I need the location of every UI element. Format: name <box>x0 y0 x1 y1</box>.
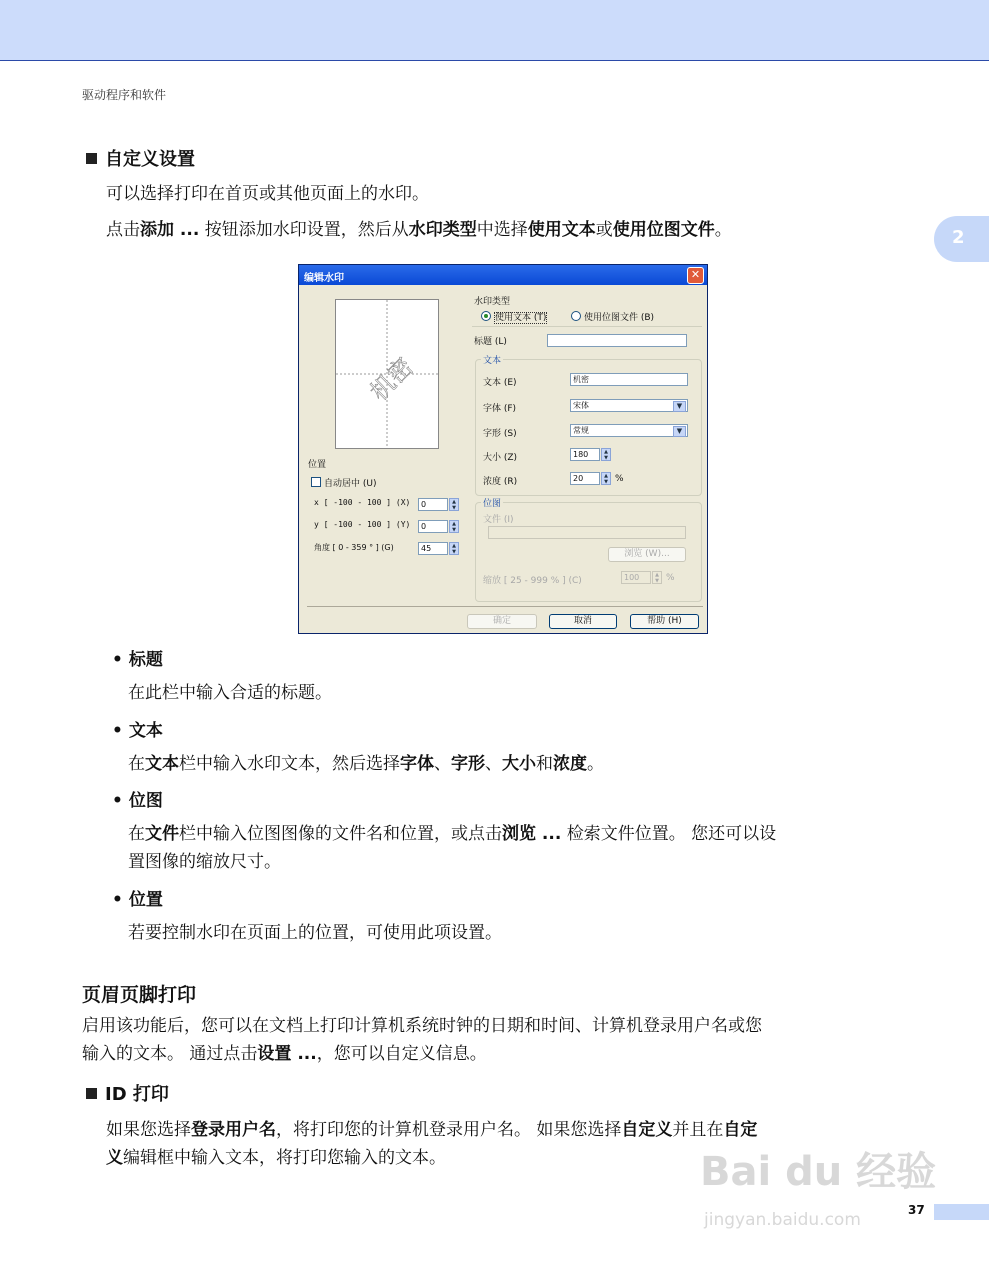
square-bullet-icon <box>86 1088 97 1099</box>
ok-button[interactable]: 确定 <box>467 614 537 629</box>
bullet-text-body: 在文本栏中输入水印文本，然后选择字体、字形、大小和浓度。 <box>128 754 604 774</box>
style-select[interactable]: 常规 ▼ <box>570 424 688 437</box>
angle-spinner-icon[interactable]: ▲ ▼ <box>449 542 459 555</box>
bullet-bitmap-head: • 位图 <box>112 791 163 811</box>
section-custom-title: 自定义设置 <box>86 145 195 171</box>
dialog-titlebar <box>299 265 707 285</box>
help-button[interactable]: 帮助 (H) <box>630 614 699 629</box>
bullet-text-head: • 文本 <box>112 721 163 741</box>
close-icon[interactable]: ✕ <box>687 267 704 284</box>
angle-label: 角度 [ 0 - 359 ° ] (G) <box>314 543 394 552</box>
chevron-down-icon: ▼ <box>673 426 686 437</box>
id-print-body: 如果您选择登录用户名，将打印您的计算机登录用户名。 如果您选择自定义并且在自定 义编辑框中输入文本，将打印您输入的文本。 <box>106 1120 758 1168</box>
chapter-number: 2 <box>952 227 965 248</box>
dialog-title: 编辑水印 <box>304 273 344 284</box>
font-select[interactable]: 宋体 ▼ <box>570 399 688 412</box>
browse-button[interactable]: 浏览 (W)... <box>608 547 686 562</box>
position-group-label: 位置 <box>308 460 327 470</box>
header-footer-body: 启用该功能后，您可以在文档上打印计算机系统时钟的日期和时间、计算机登录用户名或您 输入的文本。 通过点击设置 ...，您可以自定义信息。 <box>82 1016 762 1064</box>
angle-input[interactable]: 45 <box>418 542 448 555</box>
id-print-title: ID 打印 <box>86 1080 169 1106</box>
radio-use-bitmap[interactable]: 使用位图文件 (B) <box>571 310 654 323</box>
type-group-label: 水印类型 <box>474 297 511 307</box>
scale-label: 缩放 [ 25 - 999 % ] (C) <box>483 576 582 586</box>
auto-center-checkbox[interactable]: 自动居中 (U) <box>311 476 376 489</box>
size-input[interactable]: 180 <box>570 448 600 461</box>
cancel-button[interactable]: 取消 <box>549 614 617 629</box>
footer-divider <box>307 606 703 607</box>
bullet-position-body: 若要控制水印在页面上的位置，可使用此项设置。 <box>128 923 502 943</box>
title-input[interactable] <box>547 334 687 347</box>
watermark-preview <box>335 299 439 449</box>
density-spinner-icon[interactable]: ▲ ▼ <box>601 472 611 485</box>
bullet-bitmap-body: 在文件栏中输入位图图像的文件名和位置，或点击浏览 ... 检索文件位置。 您还可以设 置图像的缩放尺寸。 <box>128 824 777 872</box>
y-label: y [ -100 - 100 ] (Y) <box>314 520 411 529</box>
scale-percent: % <box>666 573 675 583</box>
scale-spinner-icon[interactable]: ▲ ▼ <box>652 571 662 584</box>
baidu-watermark-logo: Bai du 经验 <box>700 1149 937 1195</box>
text-group-label: 文本 <box>481 353 503 366</box>
bitmap-group-label: 位图 <box>481 496 503 509</box>
title-label: 标题 (L) <box>474 337 507 347</box>
y-input[interactable]: 0 <box>418 520 448 533</box>
y-spinner-icon[interactable]: ▲ ▼ <box>449 520 459 533</box>
file-input[interactable] <box>488 526 686 539</box>
radio-use-text[interactable]: 使用文本 (T) <box>481 310 547 323</box>
divider <box>472 326 702 327</box>
radio-unselected-icon <box>571 311 581 321</box>
size-spinner-icon[interactable]: ▲ ▼ <box>601 448 611 461</box>
section-custom-p2: 点击添加 ... 按钮添加水印设置，然后从水印类型中选择使用文本或使用位图文件。 <box>106 220 732 240</box>
x-label: x [ -100 - 100 ] (X) <box>314 498 411 507</box>
header-band <box>0 0 989 61</box>
section-custom-p1: 可以选择打印在首页或其他页面上的水印。 <box>106 184 429 204</box>
preview-watermark-text: 机密 <box>364 352 419 407</box>
bullet-title-body: 在此栏中输入合适的标题。 <box>128 683 332 703</box>
square-bullet-icon <box>86 153 97 164</box>
file-label: 文件 (I) <box>483 515 514 525</box>
baidu-watermark-url: jingyan.baidu.com <box>704 1210 861 1230</box>
running-head: 驱动程序和软件 <box>82 88 167 102</box>
header-footer-title: 页眉页脚打印 <box>82 984 197 1006</box>
bullet-title-head: • 标题 <box>112 650 163 670</box>
x-input[interactable]: 0 <box>418 498 448 511</box>
page-number: 37 <box>908 1203 925 1217</box>
x-spinner-icon[interactable]: ▲ ▼ <box>449 498 459 511</box>
text-label: 文本 (E) <box>483 378 517 388</box>
density-input[interactable]: 20 <box>570 472 600 485</box>
scale-input[interactable]: 100 <box>621 571 651 584</box>
chapter-tab <box>934 216 989 262</box>
checkbox-icon <box>311 477 321 487</box>
page-number-bar <box>934 1204 989 1220</box>
percent-label: % <box>615 474 624 484</box>
radio-selected-icon <box>481 311 491 321</box>
density-label: 浓度 (R) <box>483 477 518 487</box>
font-label: 字体 (F) <box>483 404 517 414</box>
style-label: 字形 (S) <box>483 429 517 439</box>
text-input[interactable]: 机密 <box>570 373 688 386</box>
chevron-down-icon: ▼ <box>673 401 686 412</box>
size-label: 大小 (Z) <box>483 453 518 463</box>
bullet-position-head: • 位置 <box>112 890 163 910</box>
edit-watermark-dialog <box>298 264 708 634</box>
